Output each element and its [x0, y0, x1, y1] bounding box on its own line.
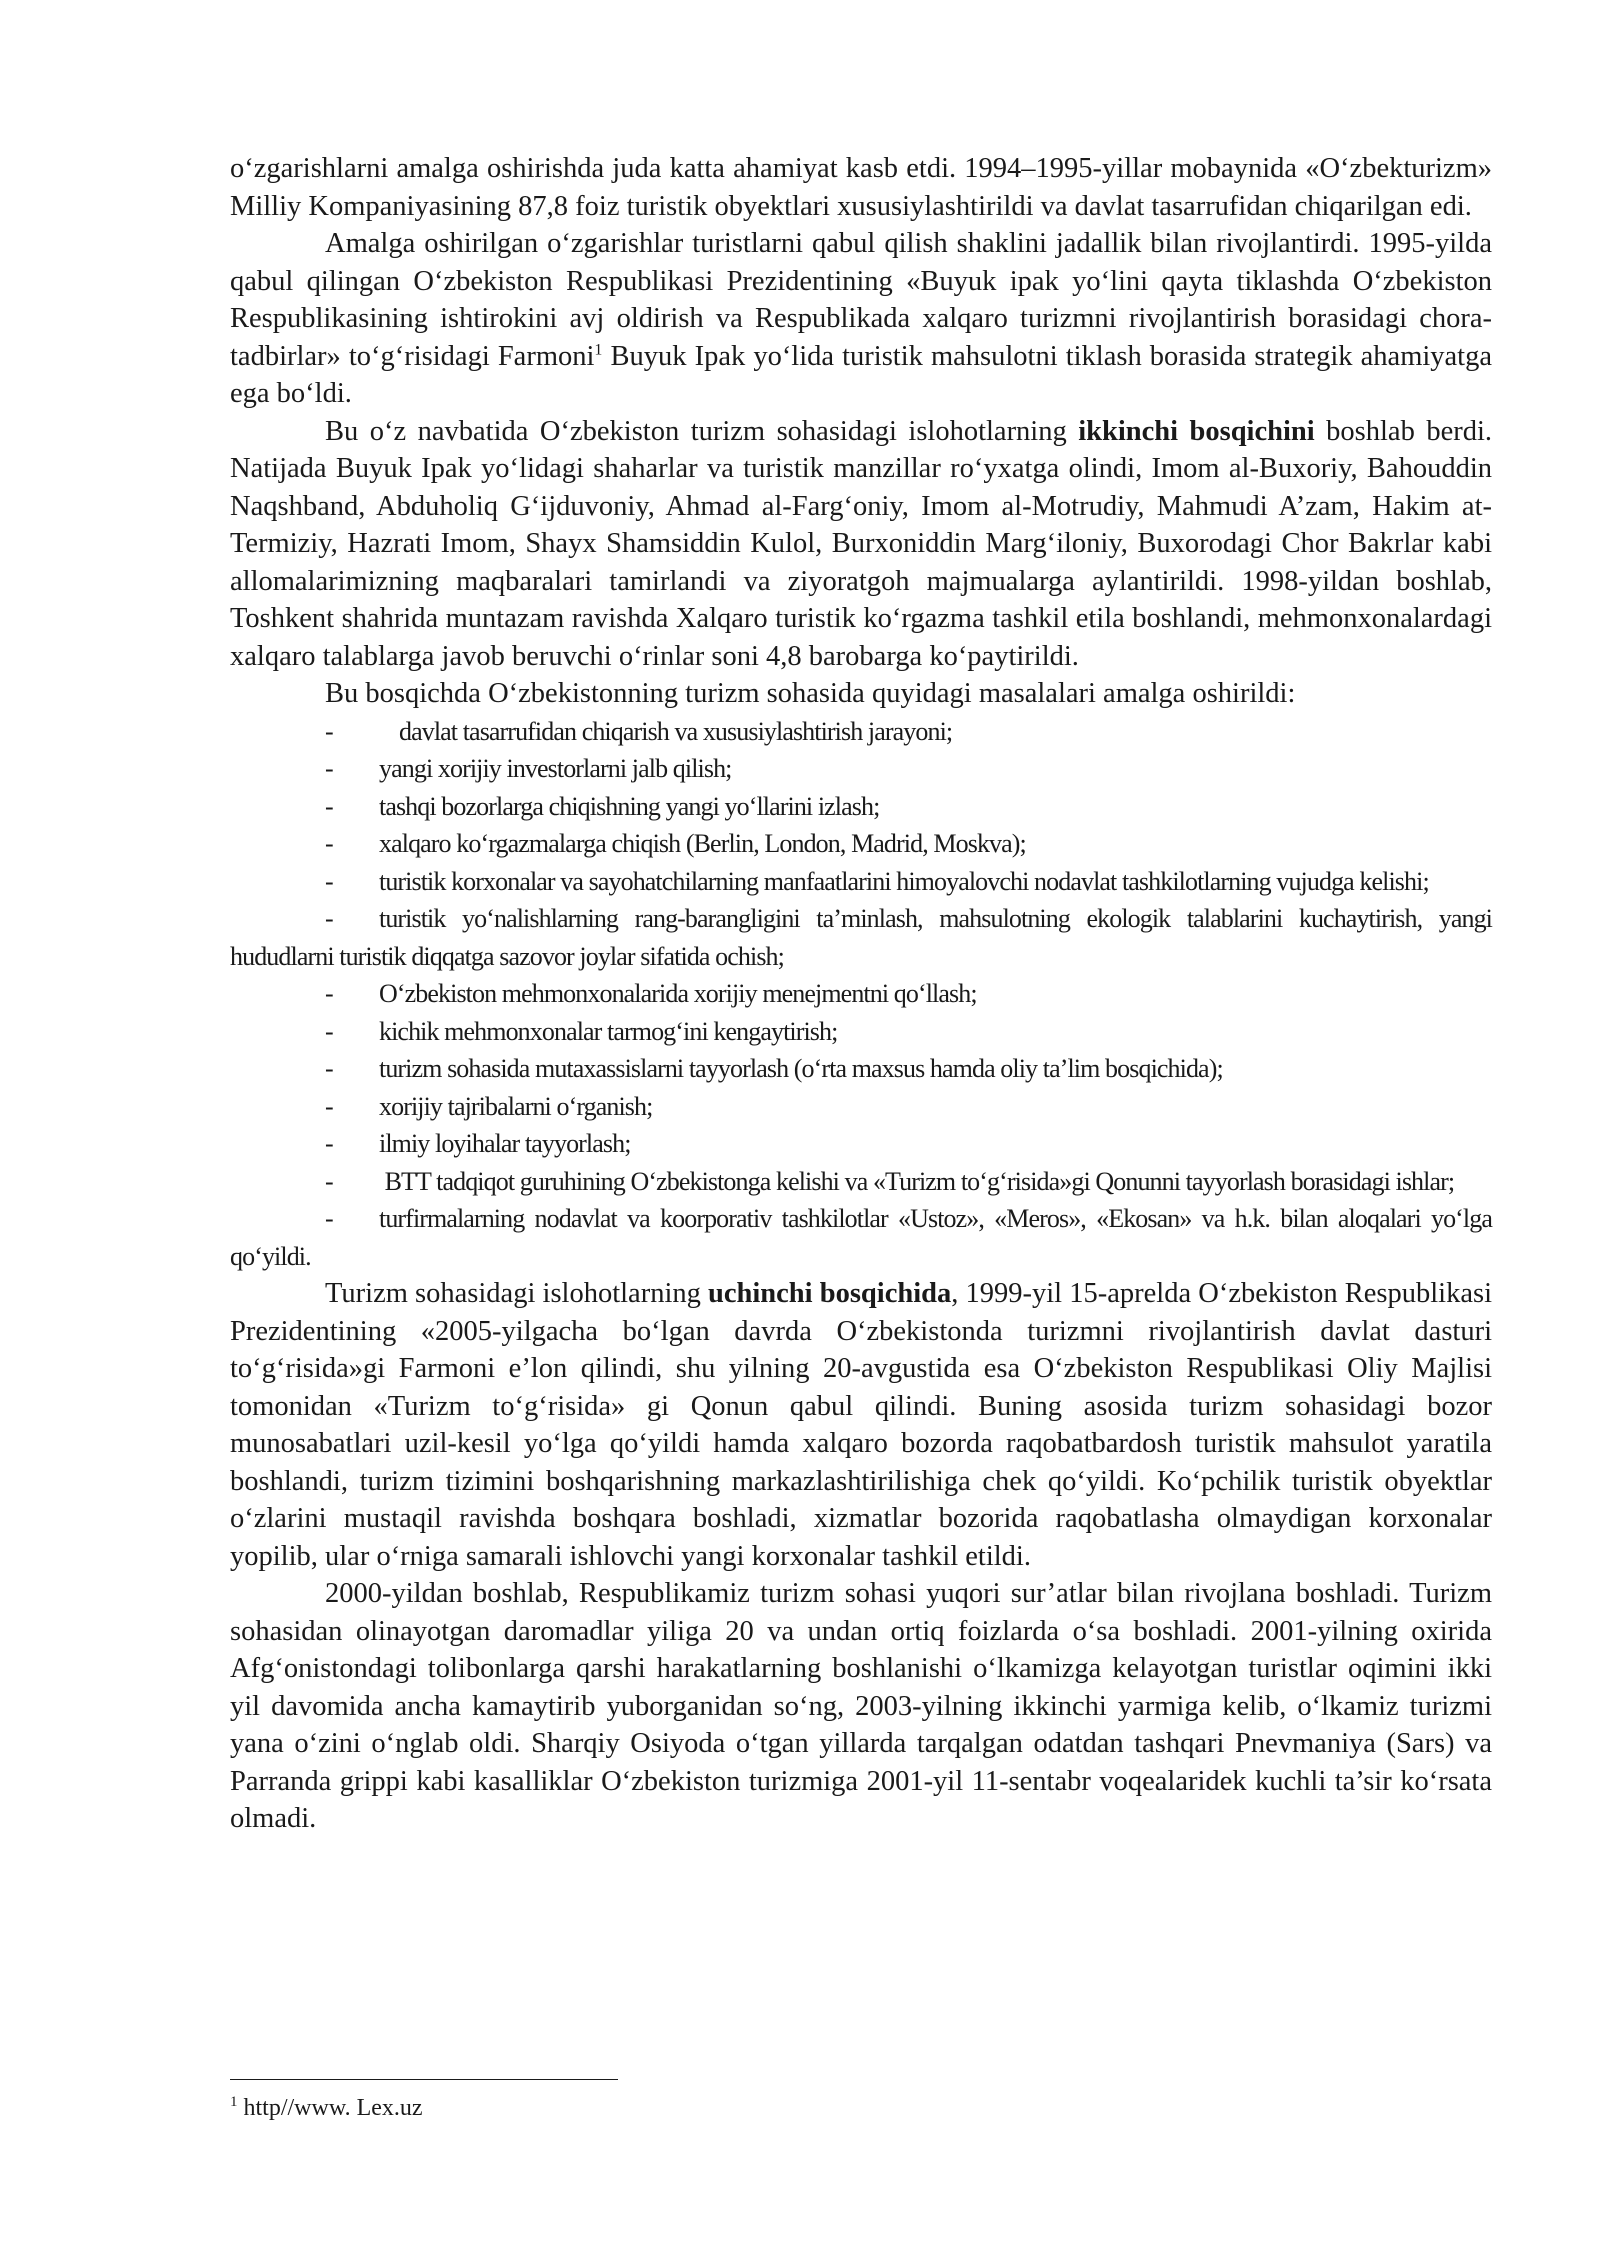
list-dash: -	[325, 1166, 333, 1196]
list-dash: -	[325, 1204, 333, 1233]
footnote-text[interactable]: http//www. Lex.uz	[237, 2095, 423, 2121]
paragraph-2	[230, 225, 1492, 413]
list-item	[230, 713, 1492, 751]
paragraph-5-text: Turizm sohasidagi islohotlarning	[325, 1278, 709, 1309]
list-dash: -	[325, 791, 333, 821]
paragraph-5-text-after: , 1999-yil 15-aprelda O‘zbekiston Respublikasi Prezidentining «2005-yilgacha bo‘lgan davrda O‘zbekistonda turizmni rivojlantirish davlat dasturi to‘g‘risida»gi Farmoni e’lon qilindi, shu yilning 20-avgustida esa O‘zbekiston Respublikasi Oliy Majlisi tomonidan «Turizm to‘g‘risida» gi Qonun qabul qilindi. Buning asosida turizm sohasidagi bozor munosabatlari uzil-kesil yo‘lga qo‘yildi hamda xalqaro bozorda raqobatbardosh turistik mahsulot yaratila boshlandi, turizm tizimini boshqarishning markazlashtirilishiga chek qo‘yildi. Ko‘pchilik turistik obyektlar o‘zlarini mustaqil ravishda boshqara boshladi, xizmatlar bozorida raqobatlasha olmaydigan korxonalar yopilib, ular o‘rniga samarali ishlovchi yangi korxonalar tashkil etildi.	[230, 1278, 1492, 1572]
footnote-number: 1	[230, 2094, 238, 2110]
list-dash: -	[325, 716, 333, 746]
list-item-text: turizm sohasida mutaxassislarni tayyorlash (o‘rta maxsus hamda oliy ta’lim bosqichida);	[379, 1054, 1223, 1083]
list-item	[230, 1013, 1492, 1051]
list-item-text: tashqi bozorlarga chiqishning yangi yo‘llarini izlash;	[379, 791, 880, 821]
paragraph-4: Bu bosqichda O‘zbekistonning turizm sohasida quyidagi masalalari amalga oshirildi:	[325, 678, 1296, 709]
footnote-reference[interactable]: 1	[594, 341, 603, 358]
list-item-text: xalqaro ko‘rgazmalarga chiqish (Berlin, London, Madrid, Moskva);	[379, 829, 1026, 858]
paragraph-1: o‘zgarishlarni amalga oshirishda juda katta ahamiyat kasb etdi. 1994–1995-yillar mobaynida «O‘zbekturizm» Milliy Kompaniyasining 87,8 foiz turistik obyektlari xususiylashtirildi va davlat tasarrufidan chiqarilgan edi.	[230, 153, 1492, 222]
paragraph-2-text-after: Buyuk Ipak yo‘lida turistik mahsulotni tiklash borasida strategik ahamiyatga ega bo‘ldi.	[230, 340, 1492, 409]
list-item-text: xorijiy tajribalarni o‘rganish;	[379, 1091, 653, 1121]
list-item-text: davlat tasarrufidan chiqarish va xususiylashtirish jarayoni;	[399, 716, 953, 746]
list-dash: -	[325, 1091, 333, 1121]
list-dash: -	[325, 1054, 333, 1083]
list-dash: -	[325, 1129, 333, 1158]
paragraph-3-bold: ikkinchi bosqichini	[1078, 415, 1315, 447]
list-item	[230, 1088, 1492, 1126]
document-page	[230, 150, 1492, 1838]
list-item	[230, 788, 1492, 826]
paragraph-5-bold: uchinchi bosqichida	[708, 1278, 952, 1309]
list-dash: -	[325, 829, 333, 858]
list-item	[230, 1050, 1492, 1088]
list-item	[230, 975, 1492, 1013]
list-item-text: turistik korxonalar va sayohatchilarning manfaatlarini himoyalovchi nodavlat tashkilotlarning vujudga kelishi;	[379, 866, 1429, 896]
footnote-separator	[230, 2079, 618, 2080]
list-item-text: turfirmalarning nodavlat va koorporativ tashkilotlar «Ustoz», «Meros», «Ekosan» va h.k. bilan aloqalari yo‘lga qo‘yildi.	[230, 1204, 1492, 1271]
list-item	[230, 1200, 1492, 1275]
paragraph-3-text: Bu o‘z navbatida O‘zbekiston turizm sohasidagi islohotlarning	[325, 415, 1079, 447]
list-item	[230, 1125, 1492, 1163]
measures-list	[230, 713, 1492, 1276]
list-item	[230, 750, 1492, 788]
list-item	[230, 900, 1492, 975]
list-dash: -	[325, 904, 333, 933]
list-item-text: BTT tadqiqot guruhining O‘zbekistonga kelishi va «Turizm to‘g‘risida»gi Qonunni tayyorlash borasidagi ishlar;	[379, 1166, 1455, 1196]
list-item	[230, 1163, 1492, 1201]
paragraph-3	[230, 413, 1492, 676]
list-item-text: O‘zbekiston mehmonxonalarida xorijiy menejmentni qo‘llash;	[379, 979, 977, 1008]
paragraph-6: 2000-yildan boshlab, Respublikamiz turizm sohasi yuqori sur’atlar bilan rivojlana boshladi. Turizm sohasidan olinayotgan daromadlar yiliga 20 va undan ortiq foizlarda o‘sa boshladi. 2001-yilning oxirida Afg‘onistondagi tolibonlarga qarshi harakatlarning boshlanishi o‘lkamizga kelayotgan turistlar oqimini ikki yil davomida ancha kamaytirib yuborganidan so‘ng, 2003-yilning ikkinchi yarmiga kelib, o‘lkamiz turizmi yana o‘zini o‘nglab oldi. Sharqiy Osiyoda o‘tgan yillarda tarqalgan odatdan tashqari Pnevmaniya (Sars) va Parranda grippi kabi kasalliklar O‘zbekiston turizmiga 2001-yil 11-sentabr voqealaridek kuchli ta’sir ko‘rsata olmadi.	[230, 1578, 1492, 1834]
paragraph-3-text-after: boshlab berdi. Natijada Buyuk Ipak yo‘lidagi shaharlar va turistik manzillar ro‘yxatga olindi, Imom al-Buxoriy, Bahouddin Naqshband, Abduholiq G‘ijduvoniy, Ahmad al-Farg‘oniy, Imom al-Motrudiy, Mahmudi A’zam, Hakim at-Termiziy, Hazrati Imom, Shayx Shamsiddin Kulol, Burxoniddin Marg‘iloniy, Buxorodagi Chor Bakrlar kabi allomalarimizning maqbaralari tamirlandi va ziyoratgoh majmualarga aylantirildi. 1998-yildan boshlab, Toshkent shahrida muntazam ravishda Xalqaro turistik ko‘rgazma tashkil etila boshlandi, mehmonxonalardagi xalqaro talablarga javob beruvchi o‘rinlar soni 4,8 barobarga ko‘paytirildi.	[230, 415, 1492, 672]
footnote	[230, 2095, 423, 2122]
list-item-text: kichik mehmonxonalar tarmog‘ini kengaytirish;	[379, 1016, 838, 1046]
paragraph-5	[230, 1275, 1492, 1575]
paragraph-2-text: Amalga oshirilgan o‘zgarishlar turistlarni qabul qilish shaklini jadallik bilan rivojlantirdi. 1995-yilda qabul qilingan O‘zbekiston Respublikasi Prezidentining «Buyuk ipak yo‘lini qayta tiklashda O‘zbekiston Respublikasining ishtirokini avj oldirish va Respublikada xalqaro turizmni rivojlantirish borasidagi chora-tadbirlar» to‘g‘risidagi Farmoni	[230, 228, 1492, 372]
list-dash: -	[325, 754, 333, 783]
list-dash: -	[325, 979, 333, 1008]
list-item	[230, 825, 1492, 863]
list-dash: -	[325, 1016, 333, 1046]
list-item-text: yangi xorijiy investorlarni jalb qilish;	[379, 754, 732, 783]
list-item-text: ilmiy loyihalar tayyorlash;	[379, 1129, 631, 1158]
list-item	[230, 863, 1492, 901]
list-dash: -	[325, 866, 333, 896]
list-item-text: turistik yo‘nalishlarning rang-barangligini ta’minlash, mahsulotning ekologik talablarini kuchaytirish, yangi hududlarni turistik diqqatga sazovor joylar sifatida ochish;	[230, 904, 1492, 971]
